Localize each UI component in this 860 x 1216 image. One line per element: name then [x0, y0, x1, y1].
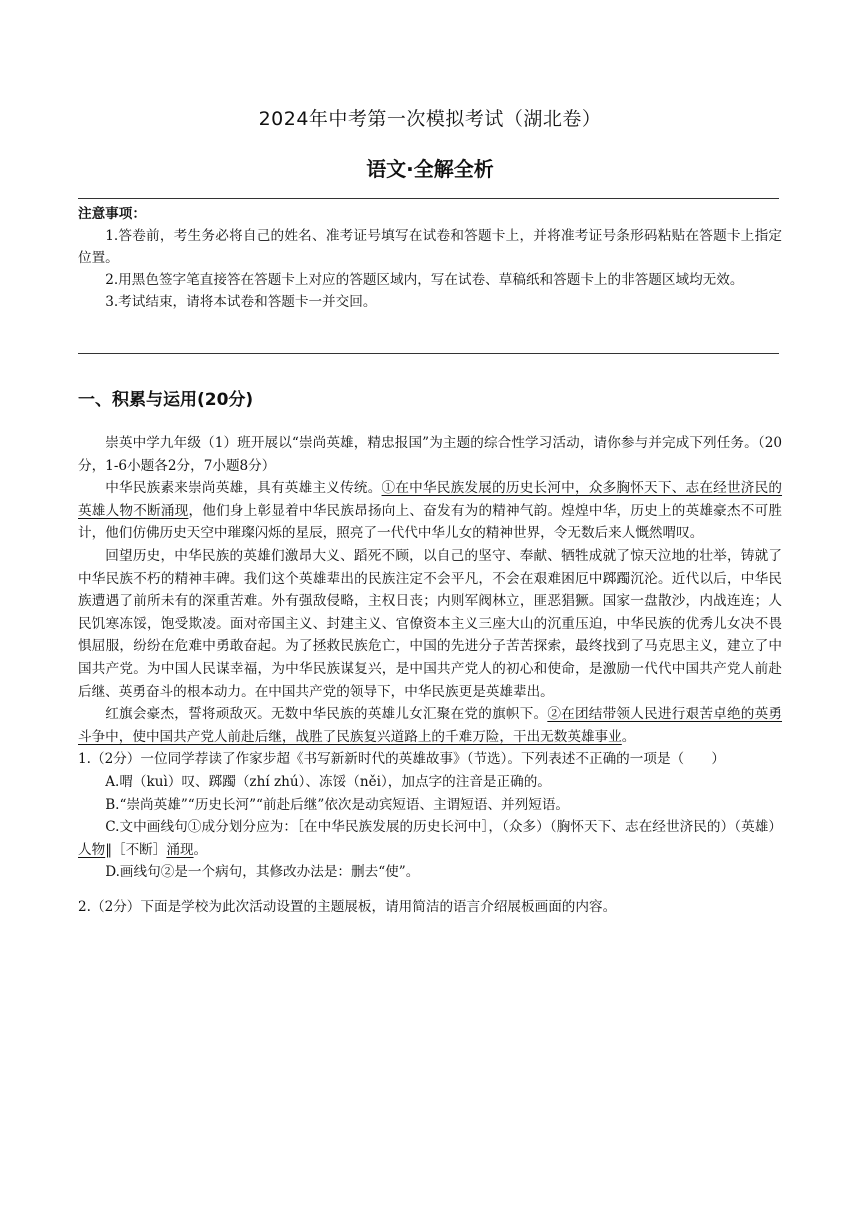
passage-paragraph-1 — [78, 477, 782, 545]
notice-heading: 注意事项： — [78, 206, 146, 222]
notice-item: 1.答卷前，考生务必将自己的姓名、准考证号填写在试卷和答题卡上，并将准考证号条形码粘贴在答题卡上指定位置。 — [78, 228, 782, 266]
predicate-underline: 涌现 — [166, 841, 194, 858]
underlined-sentence-1: ①在中华民族发展的历史长河中，众多胸怀天下、志在经世济民的英雄人物不断涌现 — [78, 480, 783, 519]
subject-underline: 人物 — [78, 841, 106, 858]
text-span: ，他们身上彰显着中华民族昂扬向上、奋发有为的精神气韵。煌煌中华，历史上的英雄豪杰不可胜计，他们仿佛历史天空中璀璨闪烁的星辰，照亮了一代代中华儿女的精神世界，令无数后来人慨然喟叹。 — [78, 502, 783, 542]
notice-item: 2.用黑色签字笔直接答在答题卡上对应的答题区域内，写在试卷、草稿纸和答题卡上的非答题区域均无效。 — [105, 272, 744, 288]
notice-item: 3.考试结束，请将本试卷和答题卡一并交回。 — [105, 294, 377, 310]
question-1-option-d: D.画线句②是一个病句，其修改办法是：删去“使”。 — [105, 864, 420, 881]
section-heading: 一、积累与运用(20分) — [78, 390, 254, 410]
question-2-stem: 2.（2分）下面是学校为此次活动设置的主题展板，请用简洁的语言介绍展板画面的内容。 — [78, 898, 617, 915]
text-span: 。 — [193, 841, 208, 858]
question-1-option-b: B.“崇尚英雄”“历史长河”“前赴后继”依次是动宾短语、主谓短语、并列短语。 — [105, 796, 570, 813]
notice-block — [78, 203, 782, 313]
top-divider — [78, 198, 779, 199]
text-span: 。 — [621, 728, 636, 745]
text-span: 红旗会豪杰，誓将顽敌灭。无数中华民族的英雄儿女汇聚在党的旗帜下。 — [105, 706, 548, 723]
question-1-option-c — [78, 816, 782, 861]
intro-paragraph: 崇英中学九年级（1）班开展以“崇尚英雄，精忠报国”为主题的综合性学习活动，请你参与并完成下列任务。（20分，1-6小题各2分，7小题8分） — [78, 435, 782, 474]
question-1-option-a: A.喟（kuì）叹、踯躅（zhí zhú）、冻馁（něi），加点字的注音是正确的。 — [105, 773, 551, 790]
text-span: ‖［不断］ — [105, 841, 167, 858]
text-span: C.文中画线句①成分划分应为：［在中华民族发展的历史长河中］，（众多）（胸怀天下、志在经世济民的）（英雄） — [105, 819, 782, 836]
spacer — [78, 884, 782, 896]
text-span: 中华民族素来崇尚英雄，具有英雄主义传统。 — [105, 480, 382, 497]
passage-paragraph-2: 回望历史，中华民族的英雄们激昂大义、蹈死不顾，以自己的坚守、奉献、牺牲成就了惊天泣地的壮举，铸就了中华民族不朽的精神丰碑。我们这个英雄辈出的民族注定不会平凡，不会在艰难困厄中踯躅沉沦。近代以后，中华民族遭遇了前所未有的深重苦难。外有强敌侵略，主权日丧；内则军阀林立，匪恶猖獗。国家一盘散沙，内战连连；人民饥寒冻馁，饱受欺凌。面对帝国主义、封建主义、官僚资本主义三座大山的沉重压迫，中华民族的优秀儿女决不畏惧屈服，纷纷在危难中勇敢奋起。为了拯救民族危亡，中国的先进分子苦苦探索，最终找到了马克思主义，建立了中国共产党。为中国人民谋幸福，为中华民族谋复兴，是中国共产党人的初心和使命，是激励一代代中国共产党人前赴后继、英勇奋斗的根本动力。在中国共产党的领导下，中华民族更是英雄辈出。 — [78, 547, 782, 700]
section-body — [78, 432, 782, 918]
bottom-divider — [78, 353, 779, 354]
underlined-sentence-2: ②在团结带领人民进行艰苦卓绝的英勇斗争中，使中国共产党人前赴后继，战胜了民族复兴道路上的千难万险，干出无数英雄事业 — [78, 706, 783, 745]
exam-subtitle: 语文·全解全析 — [366, 157, 494, 181]
question-1-stem: 1.（2分）一位同学荐读了作家步超《书写新新时代的英雄故事》（节选）。下列表述不正确的一项是（ ） — [78, 751, 725, 768]
passage-paragraph-3 — [78, 703, 782, 748]
exam-title: 2024年中考第一次模拟考试（湖北卷） — [258, 108, 602, 130]
